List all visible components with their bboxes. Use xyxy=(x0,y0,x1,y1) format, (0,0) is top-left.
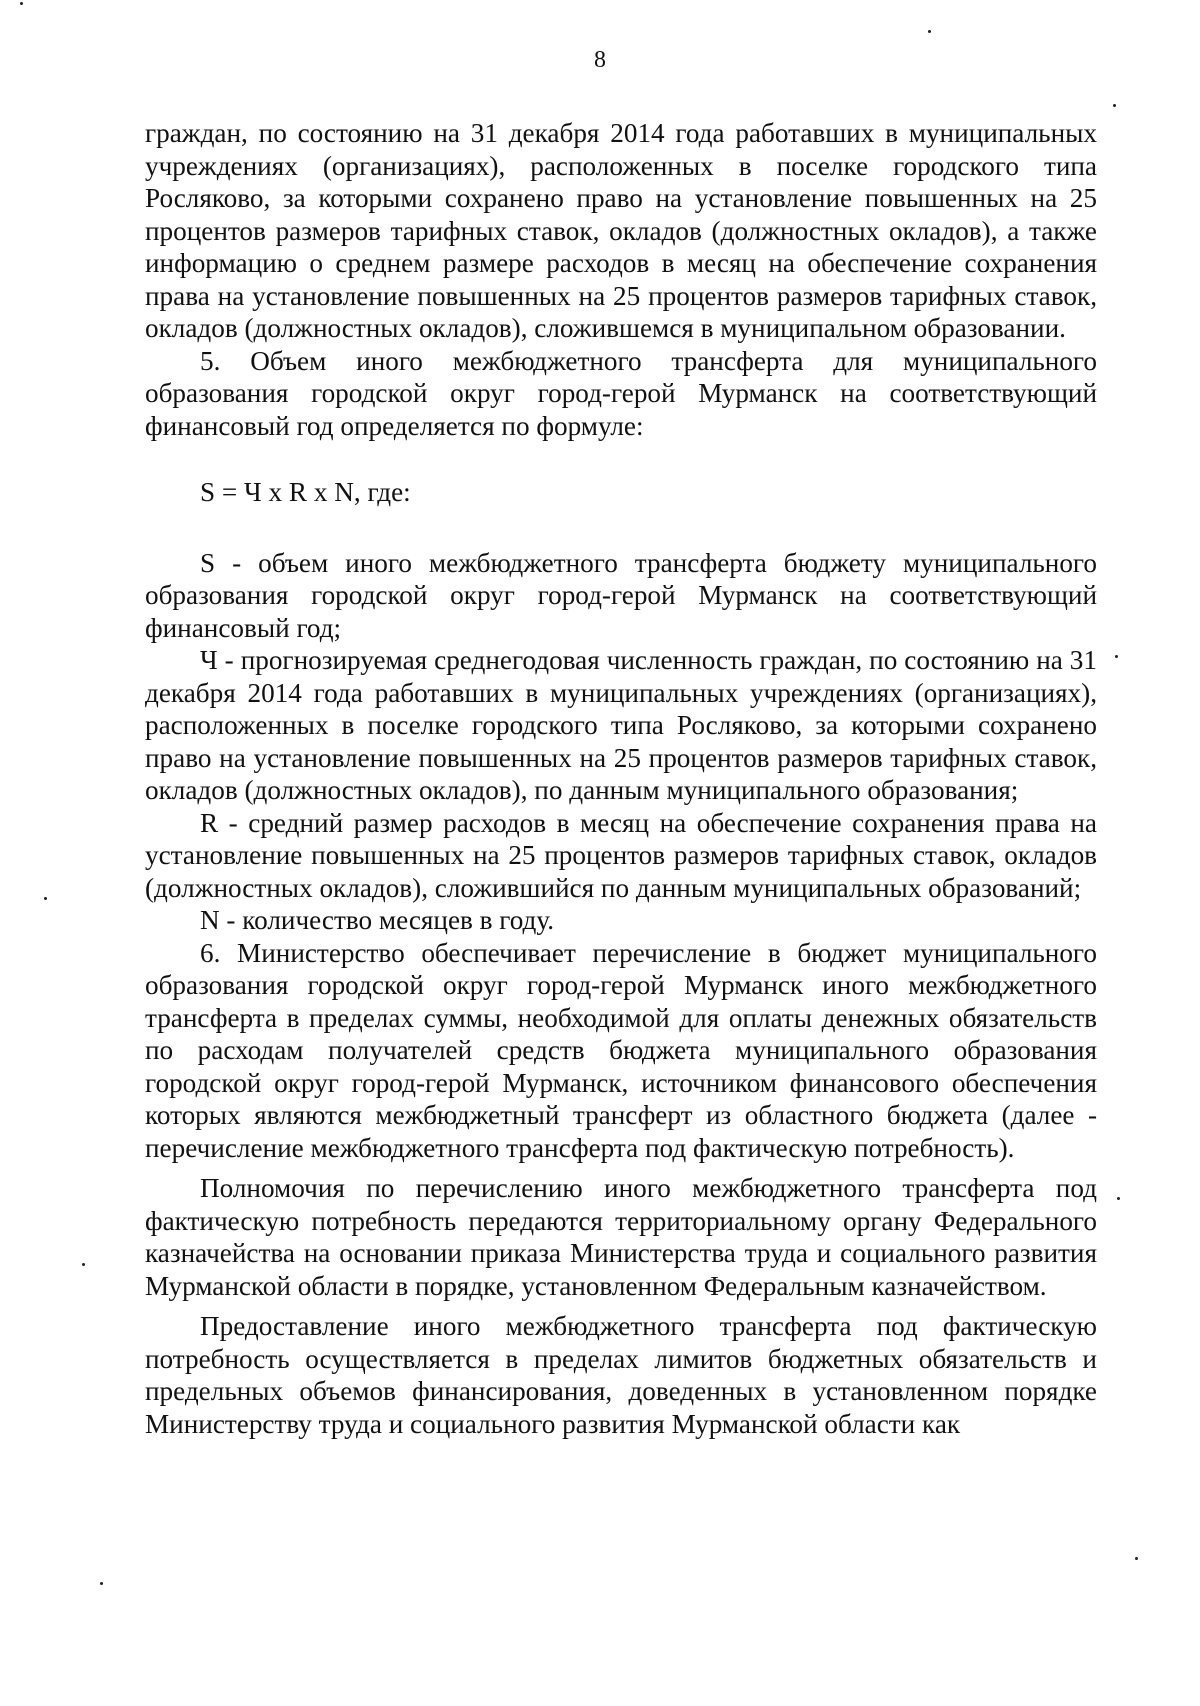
scan-speck xyxy=(1135,1557,1138,1560)
definition-s: S - объем иного межбюджетного трансферта бюджету муниципального образования городской округ город-герой Мурманск на соответствующий финансовый год; xyxy=(145,547,1097,643)
scan-speck xyxy=(82,1263,85,1266)
definition-n: N - количество месяцев в году. xyxy=(200,905,555,935)
paragraph-continuation: граждан, по состоянию на 31 декабря 2014 года работавших в муниципальных учреждениях (организациях), расположенных в поселке городского типа Росляково, за которыми сохранено право на установление повышенных на 25 процентов размеров тарифных ставок, окладов (должностных окладов), а также информацию о среднем размере расходов в месяц на обеспечение сохранения права на установление повышенных на 25 процентов размеров тарифных ставок, окладов (должностных окладов), сложившемся в муниципальном образовании. xyxy=(145,118,1097,343)
scan-speck xyxy=(100,1582,103,1585)
paragraph-authority: Полномочия по перечислению иного межбюджетного трансферта под фактическую потребность передаются территориальному органу Федерального казначейства на основании приказа Министерства труда и социального развития Мурманской области в порядке, установленном Федеральным казначейством. xyxy=(145,1173,1097,1301)
scan-speck xyxy=(1113,104,1116,107)
paragraph-item-6: 6. Министерство обеспечивает перечисление в бюджет муниципального образования городской округ город-герой Мурманск иного межбюджетного трансферта в пределах суммы, необходимой для оплаты денежных обязательств по расходам получателей средств бюджета муниципального образования городской округ город-герой Мурманск, источником финансового обеспечения которых являются межбюджетный трансферт из областного бюджета (далее - перечисление межбюджетного трансферта под фактическую потребность). xyxy=(145,937,1097,1163)
scan-speck xyxy=(1117,1197,1120,1200)
page-number: 8 xyxy=(594,47,606,73)
definition-ch: Ч - прогнозируемая среднегодовая численность граждан, по состоянию на 31 декабря 2014 года работавших в муниципальных учреждениях (организациях), расположенных в поселке городского типа Росляково, за которыми сохранено право на установление повышенных на 25 процентов размеров тарифных ставок, окладов (должностных окладов), по данным муниципального образования; xyxy=(145,645,1097,805)
formula: S = Ч x R x N, где: xyxy=(200,477,411,507)
document-body xyxy=(145,117,1097,1440)
definition-r: R - средний размер расходов в месяц на обеспечение сохранения права на установление повышенных на 25 процентов размеров тарифных ставок, окладов (должностных окладов), сложившийся по данным муниципальных образований; xyxy=(145,807,1097,903)
scan-speck xyxy=(44,897,47,900)
scan-speck xyxy=(1115,655,1118,658)
paragraph-provision: Предоставление иного межбюджетного трансферта под фактическую потребность осуществляется в пределах лимитов бюджетных обязательств и предельных объемов финансирования, доведенных в установленном порядке Министерству труда и социального развития Мурманской области как xyxy=(145,1311,1097,1439)
paragraph-item-5: 5. Объем иного межбюджетного трансферта для муниципального образования городской округ город-герой Мурманск на соответствующий финансовый год определяется по формуле: xyxy=(145,345,1097,441)
scan-speck xyxy=(20,2,23,5)
scan-speck xyxy=(928,30,931,33)
